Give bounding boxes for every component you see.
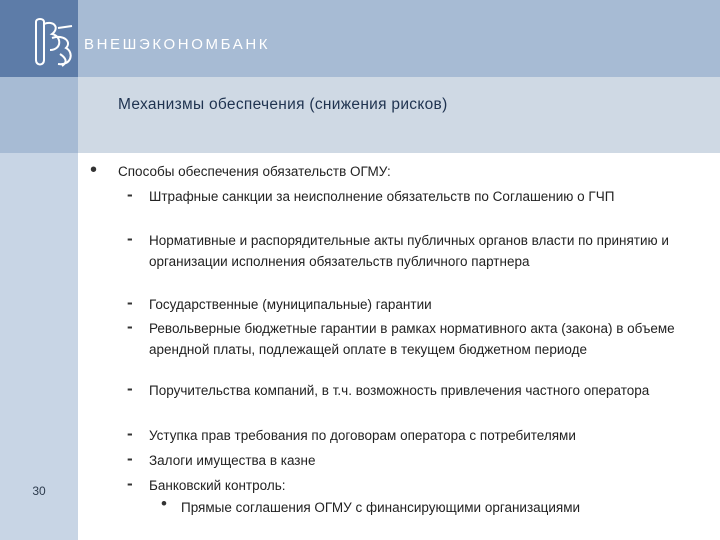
list-item-text: Поручительства компаний, в т.ч. возможность привлечения частного оператора: [149, 383, 650, 398]
dash-icon: -: [127, 185, 133, 204]
dash-icon: -: [127, 449, 133, 468]
dash-icon: -: [127, 474, 133, 493]
dash-icon: -: [127, 293, 133, 312]
dash-icon: -: [127, 424, 133, 443]
list-item-text: Банковский контроль:: [149, 478, 286, 493]
left-column-lower: [0, 153, 78, 540]
slide-title: Механизмы обеспечения (снижения рисков): [118, 96, 448, 113]
dash-icon: -: [127, 317, 133, 336]
list-item-text: Штрафные санкции за неисполнение обязательств по Соглашению о ГЧП: [149, 189, 615, 204]
bullet-icon: •: [90, 159, 98, 181]
list-item-text: Уступка прав требования по договорам оператора с потребителями: [149, 428, 576, 443]
dash-icon: -: [127, 229, 133, 248]
brand-name: ВНЕШЭКОНОМБАНК: [84, 36, 271, 53]
list-item-text: Револьверные бюджетные гарантии в рамках нормативного акта (закона) в объеме арендной платы, подлежащей оплате в текущем бюджетном периоде: [149, 321, 675, 357]
bullet-icon: •: [161, 494, 167, 513]
veb-monogram-logo-icon: [30, 14, 76, 70]
list-item-text: Залоги имущества в казне: [149, 453, 316, 468]
list-item-text: Нормативные и распорядительные акты публичных органов власти по принятию и организации исполнения обязательств публичного партнера: [149, 233, 669, 269]
dash-icon: -: [127, 379, 133, 398]
sub-list-item-text: Прямые соглашения ОГМУ с финансирующими организациями: [181, 500, 581, 515]
page-number: 30: [32, 484, 46, 498]
list-item-text: Государственные (муниципальные) гарантии: [149, 297, 432, 312]
intro-text: Способы обеспечения обязательств ОГМУ:: [118, 164, 391, 179]
title-band: [78, 77, 720, 153]
